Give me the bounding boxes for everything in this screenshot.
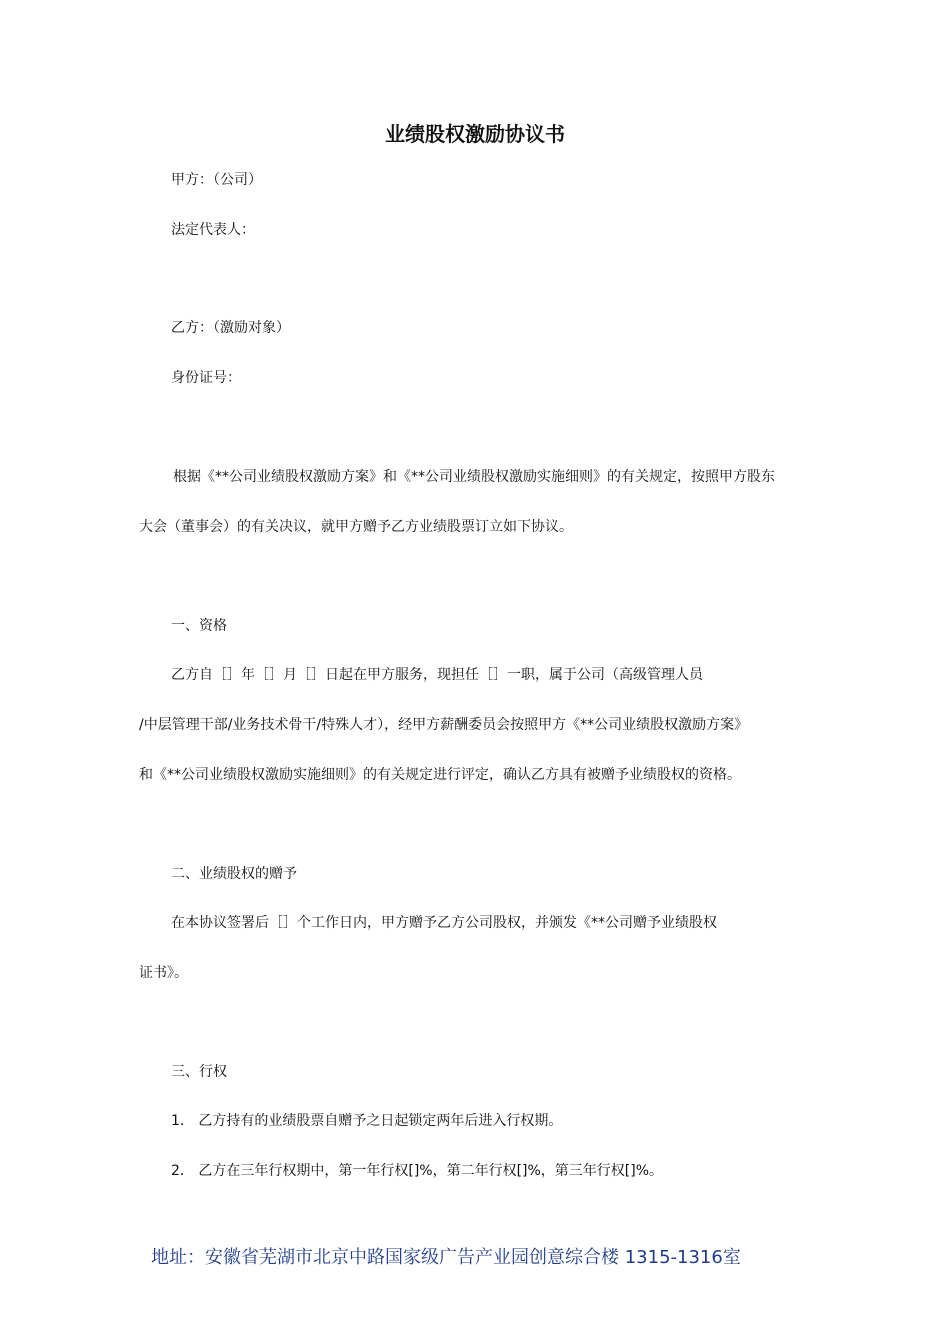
party-b-label: 乙方：（激励对象） [171, 320, 290, 336]
section-2-line-2: 证书》。 [139, 965, 188, 981]
id-number-label: 身份证号： [171, 370, 241, 386]
section-3-heading: 三、行权 [171, 1064, 227, 1080]
section-1-line-1: 乙方自［］年［］月［］日起在甲方服务，现担任［］一职，属于公司（高级管理人员 [171, 667, 703, 683]
document-title: 业绩股权激励协议书 [385, 122, 565, 146]
party-a-label: 甲方：（公司） [171, 172, 262, 188]
section-3-item-2: 2． 乙方在三年行权期中，第一年行权[]%，第二年行权[]%，第三年行权[]%。 [171, 1163, 664, 1179]
preamble-line-2: 大会（董事会）的有关决议，就甲方赠予乙方业绩股票订立如下协议。 [139, 519, 573, 535]
legal-representative-label: 法定代表人： [171, 222, 255, 238]
section-2-line-1: 在本协议签署后［］个工作日内，甲方赠予乙方公司股权，并颁发《**公司赠予业绩股权 [171, 915, 717, 931]
section-3-item-1: 1． 乙方持有的业绩股票自赠予之日起锁定两年后进入行权期。 [171, 1113, 563, 1129]
section-1-line-2: /中层管理干部/业务技术骨干/特殊人才），经甲方薪酬委员会按照甲方《**公司业绩股权激励方案》 [139, 717, 749, 733]
footer-address: 地址：安徽省芜湖市北京中路国家级广告产业园创意综合楼 1315-1316室 [151, 1247, 741, 1268]
section-1-line-3: 和《**公司业绩股权激励实施细则》的有关规定进行评定，确认乙方具有被赠予业绩股权的资格。 [139, 767, 741, 783]
section-1-heading: 一、资格 [171, 618, 227, 634]
preamble-line-1: 根据《**公司业绩股权激励方案》和《**公司业绩股权激励实施细则》的有关规定，按照甲方股东 [173, 469, 775, 485]
section-2-heading: 二、业绩股权的赠予 [171, 866, 297, 882]
